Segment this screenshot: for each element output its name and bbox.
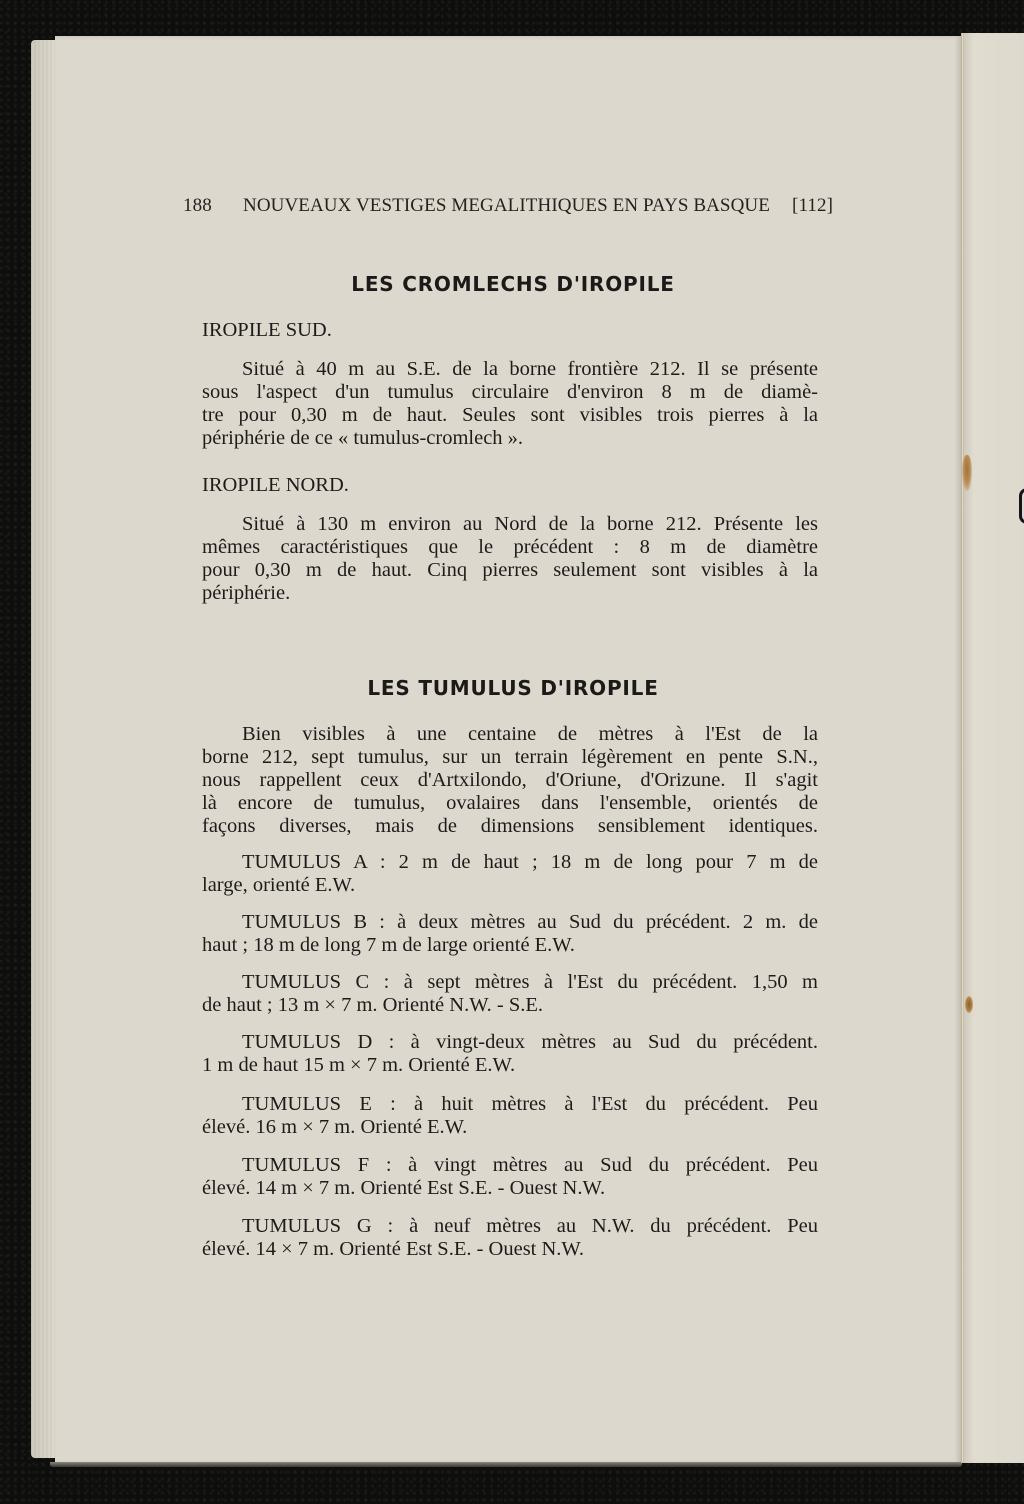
text-line: 1 m de haut 15 m × 7 m. Orienté E.W. <box>202 1054 516 1076</box>
text-line: TUMULUS E : à huit mètres à l'Est du précédent. Peu <box>242 1093 818 1115</box>
page-bottom-shadow <box>50 1462 962 1467</box>
text-line: Situé à 40 m au S.E. de la borne frontière 212. Il se présente <box>242 358 818 380</box>
paragraph-tumulus-e <box>202 1093 818 1139</box>
text-line: sous l'aspect d'un tumulus circulaire d'environ 8 m de diamè- <box>202 381 818 403</box>
text-line: périphérie de ce « tumulus-cromlech ». <box>202 427 524 449</box>
text-line: mêmes caractéristiques que le précédent : 8 m de diamètre <box>202 536 818 558</box>
page-stack-edges <box>31 40 57 1458</box>
running-head <box>183 195 833 217</box>
text-line: élevé. 14 × 7 m. Orienté Est S.E. - Ouest N.W. <box>202 1238 585 1260</box>
paragraph-iropile-nord <box>202 513 818 605</box>
paragraph-tumulus-g <box>202 1215 818 1261</box>
facing-page-edge <box>964 33 1024 1463</box>
foxing-stain <box>965 996 973 1013</box>
bracket-number: [112] <box>792 195 833 216</box>
text-line: périphérie. <box>202 582 291 604</box>
text-line: TUMULUS A : 2 m de haut ; 18 m de long pour 7 m de <box>242 851 818 873</box>
text-line: borne 212, sept tumulus, sur un terrain légèrement en pente S.N., <box>202 746 818 768</box>
text-line: TUMULUS G : à neuf mètres au N.W. du précédent. Peu <box>242 1215 818 1237</box>
paragraph-tumulus-b <box>202 911 818 957</box>
paragraph-tumulus-a <box>202 851 818 897</box>
text-line: pour 0,30 m de haut. Cinq pierres seulement sont visibles à la <box>202 559 818 581</box>
running-title: NOUVEAUX VESTIGES MEGALITHIQUES EN PAYS BASQUE <box>243 195 770 216</box>
text-line: façons diverses, mais de dimensions sensiblement identiques. <box>202 815 818 837</box>
text-line: de haut ; 13 m × 7 m. Orienté N.W. - S.E. <box>202 994 544 1016</box>
paragraph-tumulus-intro <box>202 723 818 838</box>
text-line: large, orienté E.W. <box>202 874 356 896</box>
paragraph-tumulus-f <box>202 1154 818 1200</box>
section-title-cromlechs: LES CROMLECHS D'IROPILE <box>351 272 675 296</box>
page-number: 188 <box>183 195 212 216</box>
subheading-iropile-sud: IROPILE SUD. <box>202 319 332 341</box>
text-line: tre pour 0,30 m de haut. Seules sont visibles trois pierres à la <box>202 404 818 426</box>
text-line: élevé. 16 m × 7 m. Orienté E.W. <box>202 1116 468 1138</box>
text-line: là encore de tumulus, ovalaires dans l'ensemble, orientés de <box>202 792 818 814</box>
text-line: élevé. 14 m × 7 m. Orienté Est S.E. - Ouest N.W. <box>202 1177 606 1199</box>
text-line: Situé à 130 m environ au Nord de la borne 212. Présente les <box>242 513 818 535</box>
text-line: TUMULUS D : à vingt-deux mètres au Sud du précédent. <box>242 1031 818 1053</box>
paragraph-tumulus-d <box>202 1031 818 1077</box>
paragraph-iropile-sud <box>202 358 818 450</box>
paragraph-tumulus-c <box>202 971 818 1017</box>
text-line: haut ; 18 m de long 7 m de large orienté E.W. <box>202 934 575 956</box>
subheading-iropile-nord: IROPILE NORD. <box>202 474 349 496</box>
text-line: TUMULUS F : à vingt mètres au Sud du précédent. Peu <box>242 1154 818 1176</box>
text-line: TUMULUS C : à sept mètres à l'Est du précédent. 1,50 m <box>242 971 818 993</box>
foxing-stain <box>962 455 972 491</box>
text-line: TUMULUS B : à deux mètres au Sud du précédent. 2 m. de <box>242 911 818 933</box>
section-title-tumulus: LES TUMULUS D'IROPILE <box>367 676 659 700</box>
facing-page-glyph-fragment <box>1019 488 1024 524</box>
text-line: Bien visibles à une centaine de mètres à l'Est de la <box>242 723 818 745</box>
text-line: nous rappellent ceux d'Artxilondo, d'Oriune, d'Orizune. Il s'agit <box>202 769 818 791</box>
